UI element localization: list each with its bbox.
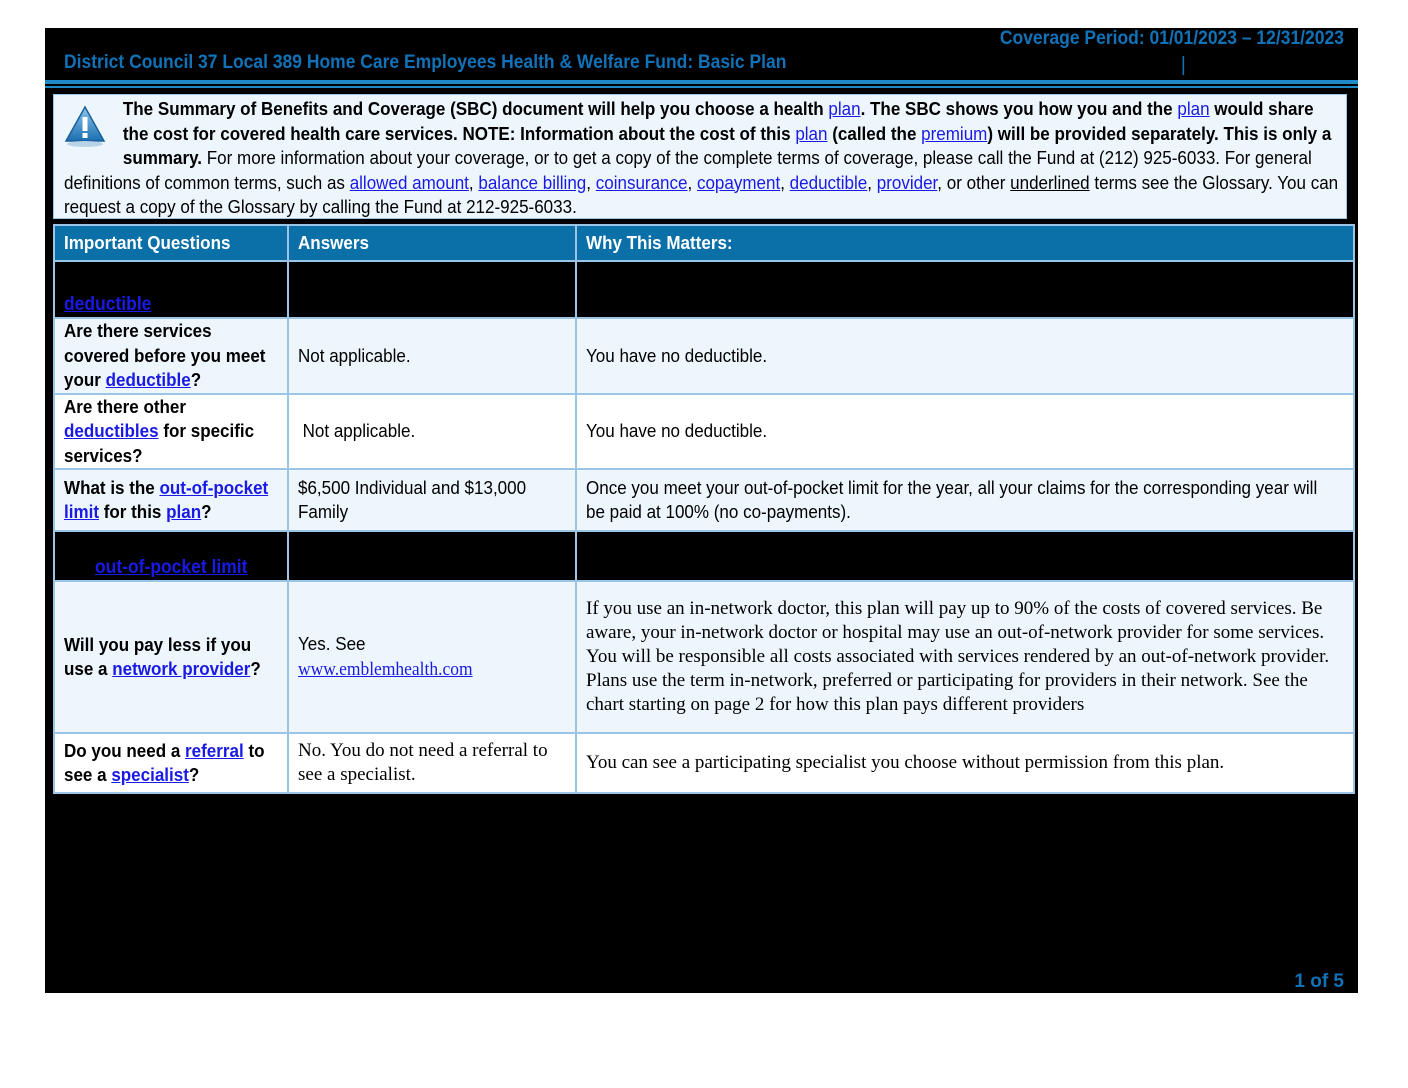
question-text: for specific services? <box>64 420 255 466</box>
out-of-pocket-limit-link[interactable]: out-of-pocket limit <box>95 556 248 578</box>
deductible-link[interactable]: deductible <box>64 293 152 315</box>
emblemhealth-link[interactable]: www.emblemhealth.com <box>298 658 473 680</box>
plan-link[interactable]: plan <box>828 98 861 119</box>
question-text: to see a <box>64 739 265 785</box>
benefits-table <box>53 224 1355 794</box>
referral-link[interactable]: referral <box>185 739 244 761</box>
answer-cell <box>288 581 576 733</box>
intro-p1b: . The SBC shows you how you and the <box>860 98 1178 119</box>
question-cell <box>54 581 288 733</box>
why-cell: You have no deductible. <box>576 394 1354 470</box>
header-why-this-matters: Why This Matters: <box>576 225 1354 261</box>
deductibles-link[interactable]: deductibles <box>64 420 159 441</box>
question-cell <box>54 531 288 581</box>
intro-text <box>64 97 1343 220</box>
table-header-row <box>54 225 1354 261</box>
question-cell <box>54 394 288 470</box>
intro-box <box>53 94 1347 219</box>
underlined-term: underlined <box>1010 171 1090 193</box>
network-provider-link[interactable]: network provider <box>112 658 251 679</box>
provider-link[interactable]: provider <box>876 171 938 193</box>
answer-cell: Not applicable. <box>288 394 576 470</box>
separator: , <box>687 171 697 193</box>
table-row <box>54 469 1354 531</box>
deductible-link[interactable]: deductible <box>789 171 868 193</box>
separator: , <box>468 171 479 193</box>
intro-p1e: ) will be provided separately. <box>987 122 1219 144</box>
question-cell <box>54 733 288 793</box>
summary-note: This is only a summary. <box>122 122 1332 168</box>
question-text: for this <box>98 501 167 522</box>
premium-link[interactable]: premium <box>921 122 988 144</box>
question-cell <box>54 261 288 318</box>
table-row <box>54 394 1354 470</box>
question-cell <box>54 469 288 531</box>
page-number: 1 of 5 <box>1294 971 1344 992</box>
intro-p1a: The Summary of Benefits and Coverage (SBC) document will help you choose a health <box>122 98 829 119</box>
plan-link[interactable]: plan <box>795 122 828 144</box>
question-text: ? <box>190 369 202 390</box>
question-cell <box>54 318 288 394</box>
question-text: ? <box>201 501 212 522</box>
answer-cell: Not applicable. <box>288 318 576 394</box>
header-important-questions: Important Questions <box>54 225 288 261</box>
intro-p2a: For more information about your coverage, or to get a copy of the complete terms of coverage, please call the Fund at (212) 925-6033. For general definitions of common terms, such as <box>64 147 1312 193</box>
out-of-pocket-limit-link[interactable]: out-of-pocket limit <box>64 476 269 522</box>
intro-p2c: terms see the Glossary. You can request a copy of the Glossary by calling the Fund at 212-925-6033. <box>64 171 1339 217</box>
table-row <box>54 531 1354 581</box>
question-text: ? <box>188 764 200 785</box>
header-separator: | <box>1180 54 1186 76</box>
answer-cell: No. You do not need a referral to see a specialist. <box>288 733 576 793</box>
question-text: Do you need a <box>64 739 186 761</box>
separator: , <box>867 171 877 193</box>
answer-cell <box>288 531 576 581</box>
allowed-amount-link[interactable]: allowed amount <box>349 171 469 193</box>
intro-p1d: (called the <box>827 122 922 144</box>
question-text: What is the <box>64 476 160 498</box>
answer-cell: $6,500 Individual and $13,000 Family <box>288 469 576 531</box>
table-row <box>54 733 1354 793</box>
table-row <box>54 261 1354 318</box>
why-cell <box>576 261 1354 318</box>
plan-link[interactable]: plan <box>1177 98 1210 119</box>
question-text: ? <box>250 658 261 679</box>
question-text: Are there other <box>64 395 187 417</box>
separator: , <box>780 171 790 193</box>
why-cell: If you use an in-network doctor, this plan will pay up to 90% of the costs of covered services. Be aware, your in-network doctor or hospital may use an out-of-network provider for some services. You will be responsible all costs associated with services rendered by an out-of-network provider. Plans use the term in-network, preferred or participating for providers in their network. See the chart starting on page 2 for how this plan pays different providers <box>576 581 1354 733</box>
coverage-period: Coverage Period: 01/01/2023 – 12/31/2023 <box>999 28 1344 49</box>
why-cell: You can see a participating specialist you choose without permission from this plan. <box>576 733 1354 793</box>
why-cell <box>576 531 1354 581</box>
header-answers: Answers <box>288 225 576 261</box>
question-text: Will you pay less if you use a <box>64 633 252 679</box>
header-rule-thin <box>45 86 1358 88</box>
separator: , <box>586 171 596 193</box>
intro-p2b: , or other <box>937 171 1011 193</box>
table-row <box>54 581 1354 733</box>
specialist-link[interactable]: specialist <box>111 764 189 785</box>
question-text: Are there services covered before you meet your <box>64 320 266 390</box>
balance-billing-link[interactable]: balance billing <box>478 171 587 193</box>
intro-p1c: would share the cost for covered health care services. NOTE: Information about the cost of this <box>122 98 1314 144</box>
plan-title: District Council 37 Local 389 Home Care Employees Health & Welfare Fund: Basic Plan <box>64 52 787 73</box>
coinsurance-link[interactable]: coinsurance <box>595 171 688 193</box>
header-rule <box>45 80 1358 84</box>
document-page <box>45 28 1358 993</box>
copayment-link[interactable]: copayment <box>696 171 781 193</box>
deductible-link[interactable]: deductible <box>105 369 191 390</box>
plan-link[interactable]: plan <box>166 501 202 522</box>
table-row <box>54 318 1354 394</box>
answer-text: Yes. See <box>298 633 366 654</box>
why-cell: You have no deductible. <box>576 318 1354 394</box>
answer-cell <box>288 261 576 318</box>
why-cell: Once you meet your out-of-pocket limit for the year, all your claims for the corresponding year will be paid at 100% (no co-payments). <box>576 469 1354 531</box>
